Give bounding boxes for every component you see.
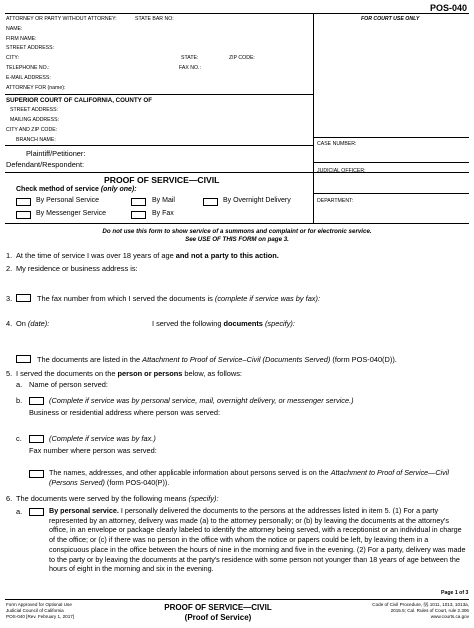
mail-checkbox[interactable]: [131, 198, 146, 206]
item-5-number: 5.: [6, 369, 13, 378]
item-1-text: At the time of service I was over 18 years of age and not a party to this action.: [16, 251, 279, 260]
item-3-checkbox[interactable]: [16, 294, 31, 302]
notice-line-2: See USE OF THIS FORM on page 3.: [185, 236, 289, 243]
page-number: Page 1 of 3: [441, 590, 469, 596]
right-column-divider: [313, 13, 314, 223]
judicial-officer-bottom: [313, 193, 469, 194]
state-label: STATE:: [181, 55, 199, 61]
attorney-for-label: ATTORNEY FOR (name):: [6, 85, 66, 91]
judicial-officer-label: JUDICIAL OFFICER:: [317, 168, 366, 174]
footer-revision: POS-040 [Rev. February 1, 2017]: [6, 614, 75, 619]
fax-method-label: By Fax: [152, 210, 174, 217]
street-label: STREET ADDRESS:: [6, 45, 55, 51]
case-number-label: CASE NUMBER:: [317, 141, 357, 147]
fax-checkbox[interactable]: [131, 211, 146, 219]
plaintiff-label: Plaintiff/Petitioner:: [26, 149, 86, 158]
documents-attachment-text: The documents are listed in the Attachment to Proof of Service–Civil (Documents Served) (form POS-040(D)).: [37, 355, 397, 364]
item-5b-address-label: Business or residential address where person was served:: [29, 408, 221, 417]
item-1-number: 1.: [6, 251, 13, 260]
court-use-bottom: [313, 137, 469, 138]
department-label: DEPARTMENT:: [317, 198, 354, 204]
item-6a-checkbox[interactable]: [29, 508, 44, 516]
proof-title: PROOF OF SERVICE—CIVIL: [104, 175, 220, 185]
parties-bottom: [5, 172, 469, 173]
email-label: E-MAIL ADDRESS:: [6, 75, 51, 81]
court-branch-label: BRANCH NAME:: [16, 137, 56, 143]
zip-label: ZIP CODE:: [229, 55, 255, 61]
defendant-label: Defendant/Respondent:: [6, 160, 85, 169]
fax-label: FAX NO.:: [179, 65, 201, 71]
item-4-date-label: On (date):: [16, 319, 50, 328]
item-6-number: 6.: [6, 494, 13, 503]
overnight-delivery-checkbox[interactable]: [203, 198, 218, 206]
overnight-delivery-label: By Overnight Delivery: [223, 197, 291, 204]
court-city-label: CITY AND ZIP CODE:: [6, 127, 58, 133]
item-5b-text: (Complete if service was by personal service, mail, overnight delivery, or messenger service.): [49, 396, 354, 405]
method-heading: Check method of service (only one):: [16, 186, 137, 193]
persons-attachment-checkbox[interactable]: [29, 470, 44, 478]
item-6a-paragraph: By personal service. I personally delivered the documents to the persons at the addresses listed in item 5. (1) For a party represented by an attorney, delivery was made (a) to the attorney personally; or (b) by leaving the documents at the attorney's office, in an envelope or package clearly labeled to identify the attorney being served, with a receptionist or an individual in charge of the office; or (c) if there was no person in the office with whom the notice or papers could be left, by leaving them in a conspicuous place in the office between the hours of nine in the morning and five in the evening. (2) For a party, delivery was made to the party or by leaving the documents at the party's residence with some person not younger than 18 years of age between the hours of eight in the morning and six in the evening.: [49, 506, 466, 574]
footer-title: PROOF OF SERVICE—CIVIL: [164, 603, 272, 612]
messenger-service-checkbox[interactable]: [16, 211, 31, 219]
firm-label: FIRM NAME:: [6, 36, 37, 42]
footer-code-cite: Code of Civil Procedure, §§ 1011, 1013, 1013a,: [372, 602, 469, 607]
form-number: POS-040: [430, 3, 468, 13]
state-bar-label: STATE BAR NO:: [135, 16, 174, 22]
footer-rule: [5, 599, 469, 600]
item-5c-text: (Complete if service was by fax.): [49, 434, 156, 443]
item-5c-label: c.: [16, 434, 22, 443]
court-title: SUPERIOR COURT OF CALIFORNIA, COUNTY OF: [6, 97, 152, 104]
item-4-served-text: I served the following documents (specify):: [152, 319, 295, 328]
name-label: NAME:: [6, 26, 23, 32]
item-5c-checkbox[interactable]: [29, 435, 44, 443]
item-5b-checkbox[interactable]: [29, 397, 44, 405]
personal-service-checkbox[interactable]: [16, 198, 31, 206]
court-block-bottom: [5, 145, 313, 146]
item-5c-fax-label: Fax number where person was served:: [29, 446, 157, 455]
notice-line-1: Do not use this form to show service of a summons and complaint or for electronic service.: [102, 228, 372, 235]
item-4-number: 4.: [6, 319, 13, 328]
item-6-text: The documents were served by the following means (specify):: [16, 494, 219, 503]
header-bottom-rule: [5, 223, 469, 224]
header-top-rule: [5, 13, 469, 14]
item-2-text: My residence or business address is:: [16, 264, 138, 273]
phone-label: TELEPHONE NO.:: [6, 65, 50, 71]
mail-label: By Mail: [152, 197, 175, 204]
attorney-title: ATTORNEY OR PARTY WITHOUT ATTORNEY:: [6, 16, 117, 22]
item-3-number: 3.: [6, 294, 13, 303]
personal-service-label: By Personal Service: [36, 197, 100, 204]
messenger-service-label: By Messenger Service: [36, 210, 107, 217]
item-5b-label: b.: [16, 396, 23, 405]
item-3-text: The fax number from which I served the documents is (complete if service was by fax):: [37, 294, 321, 303]
footer-subtitle: (Proof of Service): [184, 613, 252, 622]
court-mailing-label: MAILING ADDRESS:: [10, 117, 60, 123]
documents-attachment-checkbox[interactable]: [16, 355, 31, 363]
item-6a-label: a.: [16, 507, 23, 516]
footer-approval: Form Approved for Optional Use: [6, 602, 72, 607]
court-street-label: STREET ADDRESS:: [10, 107, 59, 113]
item-2-number: 2.: [6, 264, 13, 273]
item-5a-text: Name of person served:: [29, 380, 108, 389]
city-label: CITY:: [6, 55, 19, 61]
persons-attachment-text: The names, addresses, and other applicable information about persons served is on the Attachment to Proof of Service—Civil (Persons Served) (form POS-040(P)).: [49, 468, 449, 487]
item-5-text: I served the documents on the person or persons below, as follows:: [16, 369, 242, 378]
footer-rules-cite: 2015.5; Cal. Rules of Court, rule 2.306: [390, 608, 469, 613]
footer-council: Judicial Council of California: [6, 608, 64, 613]
item-5a-label: a.: [16, 380, 23, 389]
case-number-bottom: [313, 162, 469, 163]
attorney-block-bottom: [5, 94, 313, 95]
court-use-label: FOR COURT USE ONLY: [361, 16, 420, 22]
footer-website: www.courts.ca.gov: [430, 614, 469, 619]
